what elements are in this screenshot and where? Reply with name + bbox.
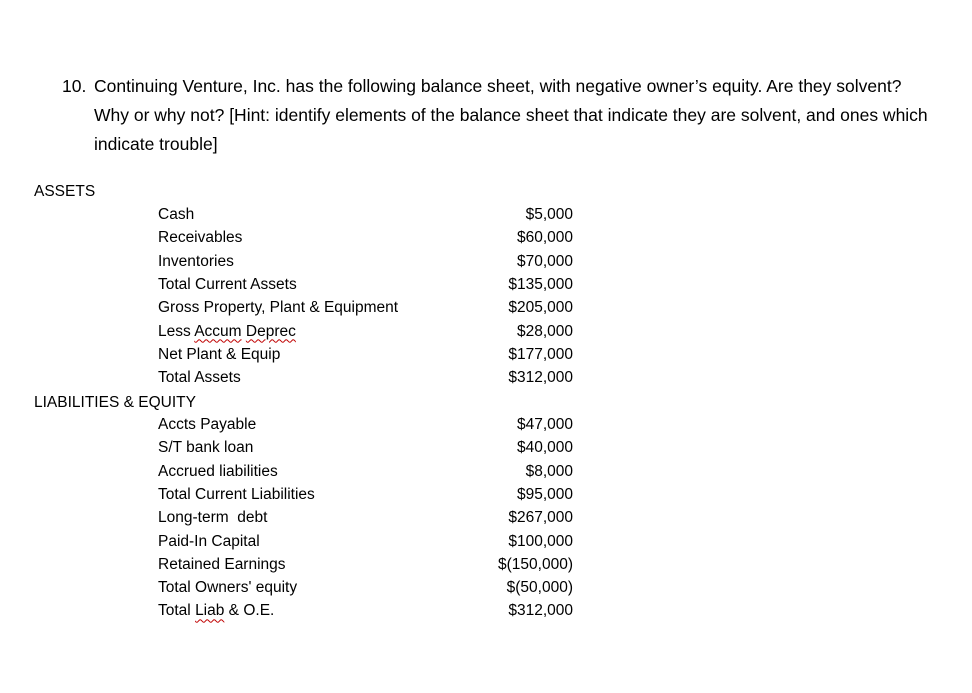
row-amount: $(150,000) [498, 555, 573, 573]
row-amount: $312,000 [508, 369, 573, 387]
liability-row-long-term-debt [0, 509, 972, 532]
row-label: Total Current Assets [158, 275, 297, 293]
row-amount: $47,000 [516, 416, 573, 433]
equity-row-paid-in-capital [0, 533, 972, 556]
row-amount: $267,000 [508, 509, 573, 527]
spellcheck-flagged-word: Deprec [245, 322, 296, 340]
row-amount: $177,000 [508, 345, 573, 363]
row-label: Gross Property, Plant & Equipment [158, 299, 399, 317]
asset-row-receivables [0, 229, 972, 252]
label-prefix: Total [158, 602, 196, 620]
row-label: Total Owners' equity [158, 579, 298, 597]
liability-row-total-liab-oe [0, 602, 972, 625]
asset-row-cash [0, 206, 972, 229]
row-amount: $60,000 [516, 229, 573, 247]
asset-row-accum-deprec [0, 323, 972, 346]
liability-row-accts-payable [0, 416, 972, 439]
equity-row-retained-earnings [0, 556, 972, 579]
row-label: Long-term debt [158, 509, 268, 527]
row-label: Receivables [158, 229, 243, 247]
row-amount: $8,000 [525, 462, 573, 480]
equity-row-total-owners-equity [0, 579, 972, 602]
row-amount: $205,000 [508, 299, 573, 317]
question-number: 10. [62, 76, 87, 96]
row-label: Retained Earnings [158, 555, 286, 573]
spellcheck-flagged-word: Liab [195, 602, 225, 620]
spellcheck-flagged-word: Accum [194, 322, 242, 340]
row-amount: $100,000 [508, 532, 573, 550]
assets-heading: ASSETS [34, 183, 96, 200]
row-label: Inventories [158, 252, 234, 270]
row-label [158, 602, 274, 620]
asset-row-inventories [0, 253, 972, 276]
row-amount: $28,000 [516, 322, 573, 340]
question-paragraph [62, 72, 932, 159]
row-amount: $312,000 [508, 602, 573, 620]
row-label [158, 323, 296, 341]
row-label: Accts Payable [158, 416, 257, 433]
asset-row-total-current-assets [0, 276, 972, 299]
row-label: Total Assets [158, 369, 241, 387]
row-amount: $40,000 [516, 439, 573, 457]
row-label: Paid-In Capital [158, 532, 260, 550]
row-label: Cash [158, 206, 195, 223]
row-label: Accrued liabilities [158, 462, 278, 480]
row-label: Net Plant & Equip [158, 345, 281, 363]
label-prefix: Less [158, 322, 195, 340]
row-amount: $95,000 [516, 485, 573, 503]
liability-row-total-current [0, 486, 972, 509]
row-amount: $135,000 [508, 275, 573, 293]
question-text: Continuing Venture, Inc. has the following balance sheet, with negative owner’s equity. Are they solvent? Why or why not? [Hint: identify elements of the balance sheet that indicate they are solvent, and ones which indicate trouble] [94, 76, 928, 154]
row-label: S/T bank loan [158, 439, 254, 457]
row-amount: $70,000 [516, 252, 573, 270]
liability-row-st-bank-loan [0, 439, 972, 462]
row-amount: $5,000 [525, 206, 573, 223]
asset-row-net-plant [0, 346, 972, 369]
asset-row-gross-ppe [0, 299, 972, 322]
row-amount: $(50,000) [506, 579, 573, 597]
row-label: Total Current Liabilities [158, 485, 315, 503]
liabilities-heading: LIABILITIES & EQUITY [34, 394, 196, 411]
liability-row-accrued [0, 463, 972, 486]
asset-row-total-assets [0, 369, 972, 392]
label-suffix: & O.E. [224, 602, 275, 620]
